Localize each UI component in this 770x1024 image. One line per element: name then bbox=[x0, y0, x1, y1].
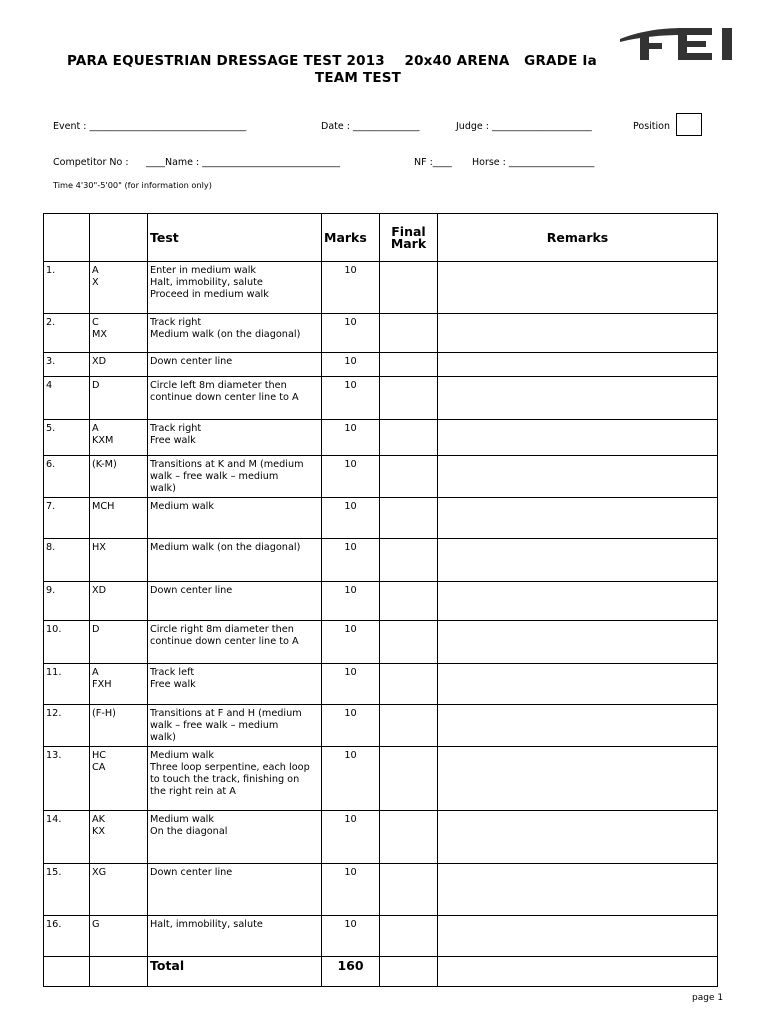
movement-letters: HC CA bbox=[90, 747, 148, 811]
movement-number: 1. bbox=[44, 262, 90, 314]
movement-description: Medium walk (on the diagonal) bbox=[148, 539, 322, 582]
movement-marks: 10 bbox=[322, 916, 380, 957]
total-letters-cell bbox=[90, 957, 148, 987]
movement-letters: (F-H) bbox=[90, 705, 148, 747]
final-mark-cell[interactable] bbox=[380, 456, 438, 498]
position-label: Position bbox=[633, 121, 670, 132]
table-header-row bbox=[44, 214, 718, 262]
movement-letters: XG bbox=[90, 864, 148, 916]
movement-letters: A KXM bbox=[90, 420, 148, 456]
final-mark-cell[interactable] bbox=[380, 864, 438, 916]
movement-description: Medium walk On the diagonal bbox=[148, 811, 322, 864]
movement-marks: 10 bbox=[322, 811, 380, 864]
table-row bbox=[44, 916, 718, 957]
movement-letters: A FXH bbox=[90, 664, 148, 705]
page-number: page 1 bbox=[692, 993, 724, 1003]
movement-description: Down center line bbox=[148, 864, 322, 916]
remarks-cell[interactable] bbox=[438, 582, 718, 621]
remarks-cell[interactable] bbox=[438, 864, 718, 916]
movement-description: Halt, immobility, salute bbox=[148, 916, 322, 957]
horse-field[interactable]: Horse : __________________ bbox=[472, 157, 595, 168]
remarks-cell[interactable] bbox=[438, 456, 718, 498]
movement-letters: XD bbox=[90, 582, 148, 621]
movement-number: 7. bbox=[44, 498, 90, 539]
table-row bbox=[44, 747, 718, 811]
movement-letters: AK KX bbox=[90, 811, 148, 864]
movement-letters: D bbox=[90, 621, 148, 664]
header-test: Test bbox=[148, 214, 322, 262]
movement-marks: 10 bbox=[322, 864, 380, 916]
movement-letters: (K-M) bbox=[90, 456, 148, 498]
total-marks: 160 bbox=[322, 957, 380, 987]
movement-marks: 10 bbox=[322, 353, 380, 377]
movement-number: 12. bbox=[44, 705, 90, 747]
movement-description: Circle left 8m diameter then continue down center line to A bbox=[148, 377, 322, 420]
final-mark-cell[interactable] bbox=[380, 582, 438, 621]
movement-description: Transitions at K and M (medium walk – free walk – medium walk) bbox=[148, 456, 322, 498]
movement-letters: D bbox=[90, 377, 148, 420]
header-letters bbox=[90, 214, 148, 262]
movement-marks: 10 bbox=[322, 456, 380, 498]
final-mark-cell[interactable] bbox=[380, 353, 438, 377]
remarks-cell[interactable] bbox=[438, 621, 718, 664]
table-row bbox=[44, 314, 718, 353]
table-row bbox=[44, 498, 718, 539]
movement-number: 9. bbox=[44, 582, 90, 621]
table-row bbox=[44, 377, 718, 420]
judge-field[interactable]: Judge : _____________________ bbox=[456, 121, 592, 132]
table-row bbox=[44, 353, 718, 377]
movement-number: 16. bbox=[44, 916, 90, 957]
remarks-cell[interactable] bbox=[438, 262, 718, 314]
final-mark-cell[interactable] bbox=[380, 420, 438, 456]
remarks-cell[interactable] bbox=[438, 314, 718, 353]
movement-description: Down center line bbox=[148, 582, 322, 621]
position-box[interactable] bbox=[676, 113, 702, 136]
movement-number: 5. bbox=[44, 420, 90, 456]
title-line-2: TEAM TEST bbox=[314, 70, 402, 86]
movement-number: 2. bbox=[44, 314, 90, 353]
movement-marks: 10 bbox=[322, 262, 380, 314]
competitor-no-label: Competitor No : bbox=[53, 157, 129, 168]
header-no bbox=[44, 214, 90, 262]
final-mark-cell[interactable] bbox=[380, 314, 438, 353]
table-row bbox=[44, 864, 718, 916]
movement-number: 13. bbox=[44, 747, 90, 811]
remarks-cell[interactable] bbox=[438, 811, 718, 864]
total-no-cell bbox=[44, 957, 90, 987]
movement-letters: G bbox=[90, 916, 148, 957]
final-mark-cell[interactable] bbox=[380, 916, 438, 957]
final-mark-cell[interactable] bbox=[380, 262, 438, 314]
movement-number: 6. bbox=[44, 456, 90, 498]
movement-marks: 10 bbox=[322, 498, 380, 539]
movement-marks: 10 bbox=[322, 621, 380, 664]
movement-number: 15. bbox=[44, 864, 90, 916]
final-mark-cell[interactable] bbox=[380, 377, 438, 420]
movement-description: Track right Free walk bbox=[148, 420, 322, 456]
table-row bbox=[44, 582, 718, 621]
nf-field[interactable]: NF :____ bbox=[414, 157, 452, 168]
movement-marks: 10 bbox=[322, 420, 380, 456]
movement-marks: 10 bbox=[322, 314, 380, 353]
movement-description: Down center line bbox=[148, 353, 322, 377]
movement-description: Medium walk bbox=[148, 498, 322, 539]
title-line-1: PARA EQUESTRIAN DRESSAGE TEST 2013 20x40 ARENA GRADE Ia bbox=[67, 53, 597, 69]
final-mark-cell[interactable] bbox=[380, 747, 438, 811]
total-row bbox=[44, 957, 718, 987]
movement-number: 8. bbox=[44, 539, 90, 582]
final-mark-cell[interactable] bbox=[380, 664, 438, 705]
movement-marks: 10 bbox=[322, 539, 380, 582]
final-mark-cell[interactable] bbox=[380, 498, 438, 539]
table-row bbox=[44, 705, 718, 747]
remarks-cell[interactable] bbox=[438, 664, 718, 705]
remarks-cell[interactable] bbox=[438, 705, 718, 747]
dressage-test-table bbox=[43, 213, 718, 987]
table-row bbox=[44, 539, 718, 582]
movement-letters: XD bbox=[90, 353, 148, 377]
movement-number: 3. bbox=[44, 353, 90, 377]
movement-number: 4 bbox=[44, 377, 90, 420]
table-row bbox=[44, 811, 718, 864]
table-row bbox=[44, 262, 718, 314]
remarks-cell[interactable] bbox=[438, 353, 718, 377]
movement-marks: 10 bbox=[322, 582, 380, 621]
remarks-cell[interactable] bbox=[438, 539, 718, 582]
movement-marks: 10 bbox=[322, 705, 380, 747]
movement-number: 11. bbox=[44, 664, 90, 705]
event-field[interactable]: Event : _________________________________ bbox=[53, 121, 247, 132]
final-mark-cell[interactable] bbox=[380, 539, 438, 582]
movement-description: Track left Free walk bbox=[148, 664, 322, 705]
remarks-cell[interactable] bbox=[438, 420, 718, 456]
header-remarks: Remarks bbox=[438, 214, 718, 262]
total-remarks-cell[interactable] bbox=[438, 957, 718, 987]
movement-number: 14. bbox=[44, 811, 90, 864]
remarks-cell[interactable] bbox=[438, 916, 718, 957]
movement-description: Enter in medium walk Halt, immobility, salute Proceed in medium walk bbox=[148, 262, 322, 314]
movement-description: Medium walk Three loop serpentine, each loop to touch the track, finishing on the right rein at A bbox=[148, 747, 322, 811]
movement-letters: C MX bbox=[90, 314, 148, 353]
time-note: Time 4'30"-5'00" (for information only) bbox=[53, 180, 212, 190]
total-label: Total bbox=[148, 957, 322, 987]
table-row bbox=[44, 456, 718, 498]
movement-marks: 10 bbox=[322, 747, 380, 811]
final-mark-cell[interactable] bbox=[380, 705, 438, 747]
movement-marks: 10 bbox=[322, 377, 380, 420]
remarks-cell[interactable] bbox=[438, 377, 718, 420]
date-field[interactable]: Date : ______________ bbox=[321, 121, 420, 132]
movement-description: Transitions at F and H (medium walk – free walk – medium walk) bbox=[148, 705, 322, 747]
remarks-cell[interactable] bbox=[438, 747, 718, 811]
movement-marks: 10 bbox=[322, 664, 380, 705]
table-row bbox=[44, 420, 718, 456]
movement-letters: MCH bbox=[90, 498, 148, 539]
header-marks: Marks bbox=[322, 214, 380, 262]
movement-description: Track right Medium walk (on the diagonal) bbox=[148, 314, 322, 353]
movement-letters: A X bbox=[90, 262, 148, 314]
remarks-cell[interactable] bbox=[438, 498, 718, 539]
final-mark-cell[interactable] bbox=[380, 811, 438, 864]
movement-letters: HX bbox=[90, 539, 148, 582]
movement-description: Circle right 8m diameter then continue down center line to A bbox=[148, 621, 322, 664]
name-field[interactable]: ____Name : _____________________________ bbox=[146, 157, 341, 168]
table-row bbox=[44, 621, 718, 664]
header-final-mark: Final Mark bbox=[380, 214, 438, 262]
total-final-cell[interactable] bbox=[380, 957, 438, 987]
final-mark-cell[interactable] bbox=[380, 621, 438, 664]
movement-number: 10. bbox=[44, 621, 90, 664]
fei-logo bbox=[618, 22, 744, 62]
table-row bbox=[44, 664, 718, 705]
